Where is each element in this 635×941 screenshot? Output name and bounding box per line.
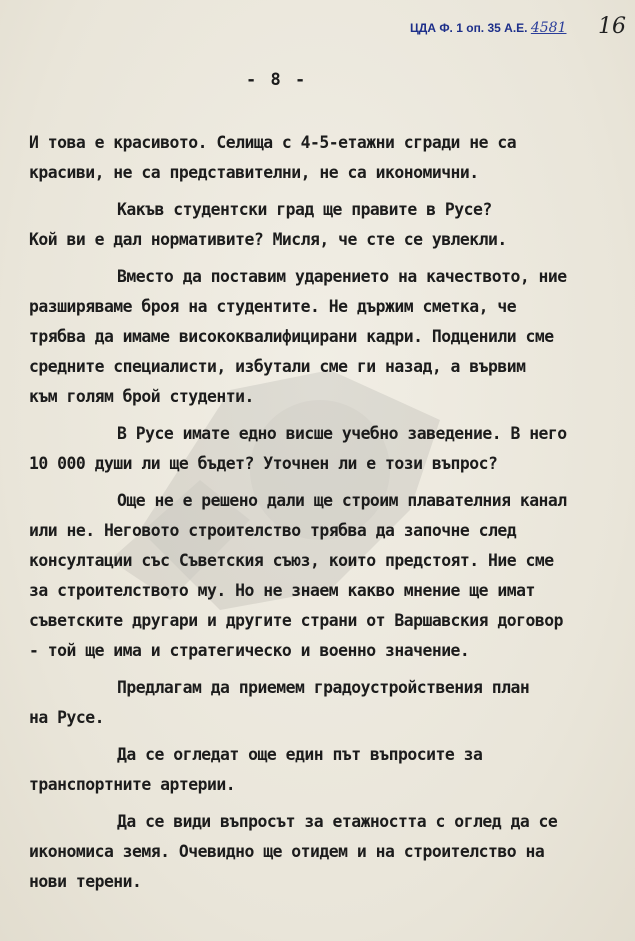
text-line: или не. Неговото строителство трябва да започне след: [29, 521, 517, 540]
text-line: трябва да имаме висококвалифицирани кадри. Подценили сме: [29, 327, 554, 346]
paragraph: [29, 807, 609, 897]
text-line: транспортните артерии.: [29, 775, 236, 794]
text-line: на Русе.: [29, 708, 104, 727]
text-line: В Русе имате едно висше учебно заведение. В него: [117, 424, 567, 443]
text-line: Вместо да поставим ударението на качеството, ние: [117, 267, 567, 286]
archive-stamp-text: ЦДА Ф. 1 оп. 35 А.Е.: [410, 21, 528, 35]
text-line: Кой ви е дал нормативите? Мисля, че сте се увлекли.: [29, 230, 507, 249]
text-line: - той ще има и стратегическо и военно значение.: [29, 641, 470, 660]
archive-stamp: [410, 20, 566, 36]
text-line: Още не е решено дали ще строим плавателния канал: [117, 491, 567, 510]
paragraph: [29, 262, 609, 412]
text-line: И това е красивото. Селища с 4-5-етажни сгради не са: [29, 133, 517, 152]
page-number: - 8 -: [246, 70, 308, 90]
paragraph: [29, 419, 609, 479]
text-line: Да се огледат още един път въпросите за: [117, 745, 483, 764]
paragraph: [29, 195, 609, 255]
sheet-number: 16: [598, 14, 626, 39]
text-line: разширяваме броя на студентите. Не държим сметка, че: [29, 297, 517, 316]
text-line: 10 000 души ли ще бъдет? Уточнен ли е този въпрос?: [29, 454, 498, 473]
text-line: консултации със Съветския съюз, които предстоят. Ние сме: [29, 551, 554, 570]
paragraph: [29, 486, 609, 666]
text-line: Какъв студентски град ще правите в Русе?: [117, 200, 492, 219]
archive-file-number: 4581: [530, 20, 567, 36]
text-line: красиви, не са представителни, не са икономични.: [29, 163, 479, 182]
text-line: Да се види въпросът за етажността с оглед да се: [117, 812, 558, 831]
text-line: за строителството му. Но не знаем какво мнение ще имат: [29, 581, 535, 600]
text-line: икономиса земя. Очевидно ще отидем и на строителство на: [29, 842, 545, 861]
paragraph: [29, 740, 609, 800]
paragraph: [29, 128, 609, 188]
text-line: Предлагам да приемем градоустройствения план: [117, 678, 530, 697]
text-line: към голям брой студенти.: [29, 387, 254, 406]
paragraph: [29, 673, 609, 733]
text-line: средните специалисти, избутали сме ги назад, а вървим: [29, 357, 526, 376]
text-line: съветските другари и другите страни от Варшавския договор: [29, 611, 563, 630]
text-line: нови терени.: [29, 872, 142, 891]
document-body: [29, 128, 609, 904]
